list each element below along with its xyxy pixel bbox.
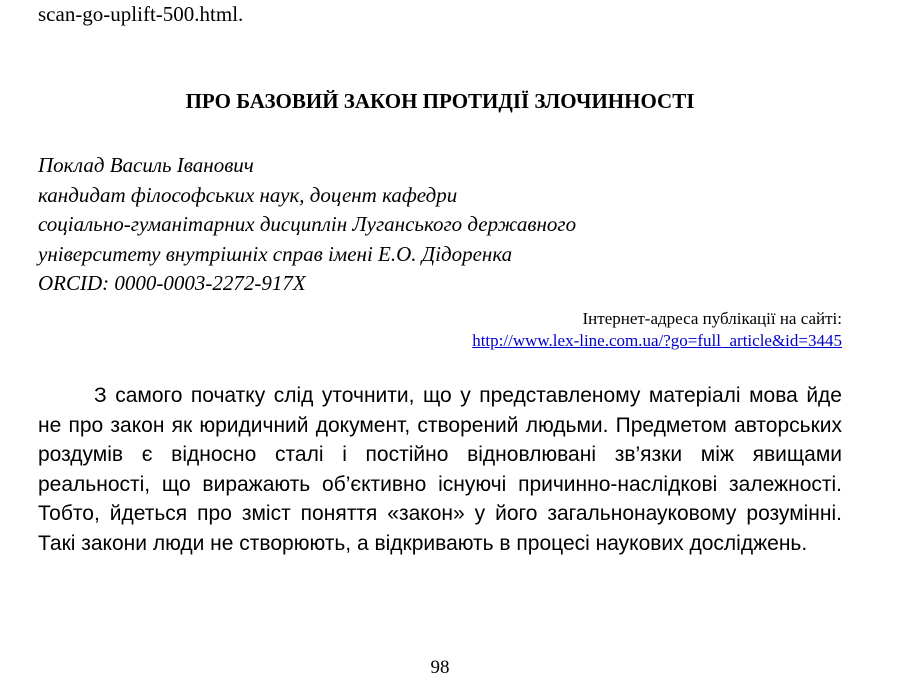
publication-label: Інтернет-адреса публікації на сайті:: [582, 309, 842, 328]
author-department: соціально-гуманітарних дисциплін Луганського державного: [38, 212, 577, 236]
author-name: Поклад Василь Іванович: [38, 153, 254, 177]
publication-address: [472, 308, 842, 352]
page-number: 98: [430, 657, 450, 678]
previous-page-text-fragment: scan-go-uplift-500.html.: [38, 2, 244, 26]
article-title: ПРО БАЗОВИЙ ЗАКОН ПРОТИДІЇ ЗЛОЧИННОСТІ: [185, 89, 695, 113]
publication-url-link[interactable]: http://www.lex-line.com.ua/?go=full_article&id=3445: [472, 331, 842, 350]
body-paragraph: З самого початку слід уточнити, що у представленому матеріалі мова йде не про закон як юридичний документ, створений людьми. Предметом авторських роздумів є відносно сталі і постійно відновлювані зв’язки між явищами реальності, що виражають об’єктивно існуючі причинно-наслідкові залежності. Тобто, йдеться про зміст поняття «закон» у його загальнонауковому розумінні. Такі закони люди не створюють, а відкривають в процесі наукових досліджень.: [38, 384, 842, 555]
author-degree: кандидат філософських наук, доцент кафедри: [38, 182, 458, 207]
author-orcid: ORCID: 0000-0003-2272-917X: [38, 271, 306, 295]
author-university: університету внутрішніх справ імені Е.О. Дідоренка: [38, 241, 513, 266]
author-info: [38, 151, 576, 299]
